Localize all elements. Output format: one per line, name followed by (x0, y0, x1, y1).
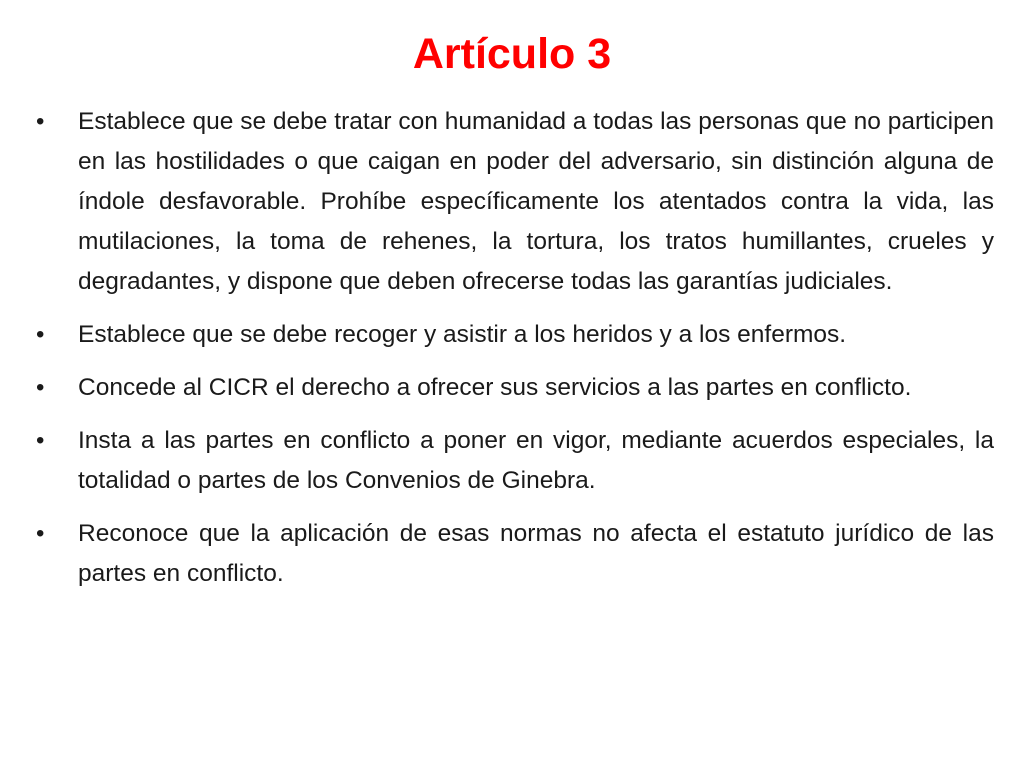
bullet-icon: • (36, 520, 45, 547)
bullet-item (36, 368, 994, 408)
bullet-text: Reconoce que la aplicación de esas normas no afecta el estatuto jurídico de las partes en conflicto. (78, 520, 994, 587)
bullet-icon: • (36, 321, 45, 348)
bullet-icon: • (36, 427, 45, 454)
bullet-item (36, 315, 994, 355)
bullet-list (36, 102, 994, 607)
bullet-text: Insta a las partes en conflicto a poner en vigor, mediante acuerdos especiales, la totalidad o partes de los Convenios de Ginebra. (78, 427, 994, 494)
bullet-text: Concede al CICR el derecho a ofrecer sus servicios a las partes en conflicto. (78, 374, 912, 401)
bullet-item (36, 102, 994, 302)
bullet-item (36, 514, 994, 594)
slide-title: Artículo 3 (412, 30, 612, 78)
bullet-icon: • (36, 108, 45, 135)
bullet-text: Establece que se debe tratar con humanidad a todas las personas que no participen en las hostilidades o que caigan en poder del adversario, sin distinción alguna de índole desfavorable. Prohíbe específicamente los atentados contra la vida, las mutilaciones, la toma de rehenes, la tortura, los tratos humillantes, crueles y degradantes, y dispone que deben ofrecerse todas las garantías judiciales. (78, 108, 994, 295)
bullet-text: Establece que se debe recoger y asistir a los heridos y a los enfermos. (78, 321, 847, 348)
bullet-item (36, 421, 994, 501)
bullet-icon: • (36, 374, 45, 401)
